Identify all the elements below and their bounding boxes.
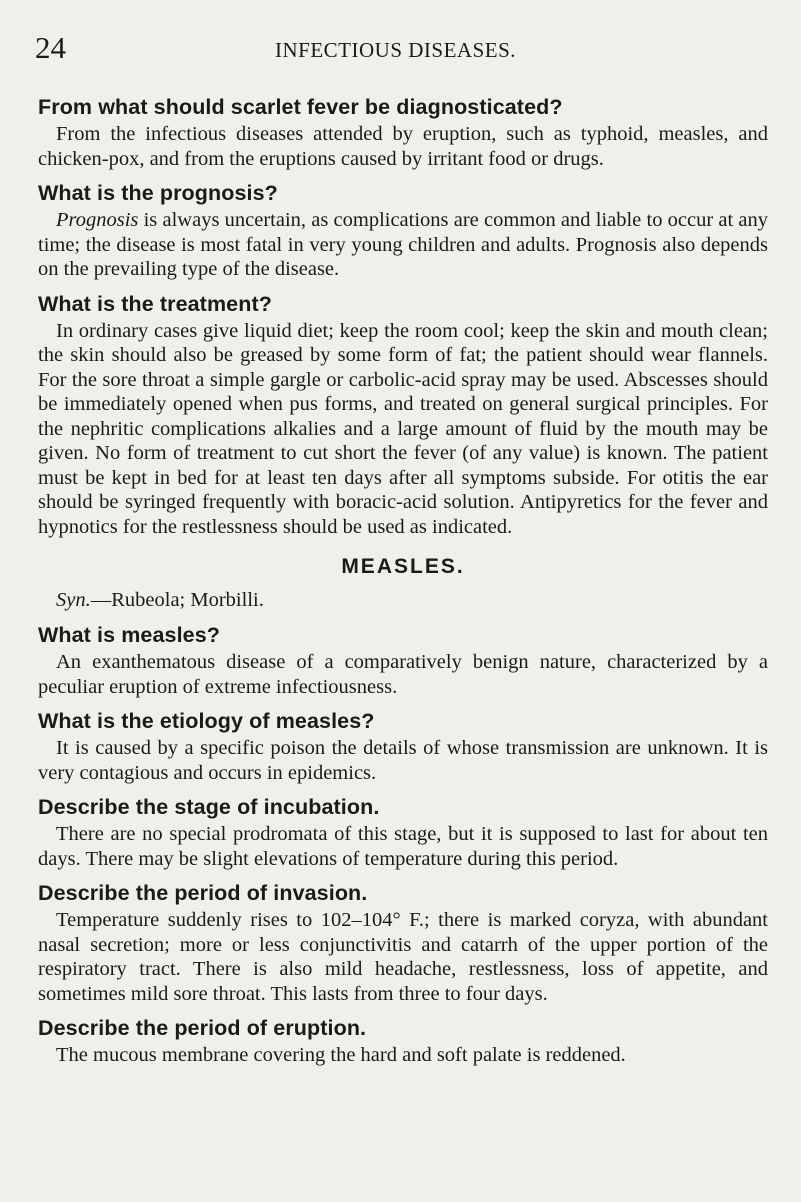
running-title: INFECTIOUS DISEASES. — [275, 38, 517, 62]
question-heading: Describe the period of invasion. — [38, 881, 368, 905]
synonyms-line — [38, 587, 768, 613]
question-heading: Describe the stage of incubation. — [38, 795, 380, 819]
synonym-text: —Rubeola; Morbilli. — [90, 589, 264, 611]
italic-lead-word: Prognosis — [56, 209, 139, 231]
answer-paragraph: There are no special prodromata of this stage, but it is supposed to last for about ten days. There may be slight elevations of temperature during this period. — [38, 823, 768, 870]
answer-paragraph: The mucous membrane covering the hard and soft palate is reddened. — [56, 1044, 626, 1066]
question-heading: Describe the period of eruption. — [38, 1016, 367, 1040]
answer-paragraph: In ordinary cases give liquid diet; keep the room cool; keep the skin and mouth clean; the skin should also be greased by some form of fat; the patient should wear flannels. For the sore throat a simple gargle or carbolic-acid spray may be used. Abscesses should be immediately opened when pus forms, and treated on general surgical principles. For the nephritic complications alkalies and a large amount of fluid by the mouth may be given. No form of treatment to cut short the fever (of any value) is known. The patient must be kept in bed for at least ten days after all symptoms subside. For otitis the ear should be syringed frequently with boracic-acid solution. Antipyretics for the fever and hypnotics for the restlessness should be used as indicated. — [38, 319, 768, 538]
answer-text: is always uncertain, as complications are common and liable to occur at any time; the disease is most fatal in very young children and adults. Prognosis also depends on the prevailing type of the disease. — [38, 209, 768, 280]
answer-paragraph: From the infectious diseases attended by eruption, such as typhoid, measles, and chicken-pox, and from the eruptions caused by irritant food or drugs. — [38, 123, 768, 170]
question-heading: What is the etiology of measles? — [38, 709, 375, 733]
synonym-label: Syn. — [56, 589, 91, 611]
section-title: MEASLES. — [341, 555, 465, 578]
question-heading: What is measles? — [38, 623, 221, 647]
answer-paragraph — [38, 208, 768, 282]
question-heading: What is the treatment? — [38, 291, 272, 316]
running-head — [35, 30, 771, 66]
page-number: 24 — [35, 30, 66, 65]
page-body — [38, 93, 768, 1076]
question-heading: What is the prognosis? — [38, 181, 278, 205]
question-heading: From what should scarlet fever be diagnosticated? — [38, 95, 563, 119]
answer-paragraph: It is caused by a specific poison the details of whose transmission are unknown. It is very contagious and occurs in epidemics. — [38, 737, 768, 784]
answer-paragraph: An exanthematous disease of a comparatively benign nature, characterized by a peculiar eruption of extreme infectiousness. — [38, 651, 768, 698]
answer-paragraph: Temperature suddenly rises to 102–104° F.; there is marked coryza, with abundant nasal secretion; more or less conjunctivitis and catarrh of the upper portion of the respiratory tract. There is also mild headache, restlessness, loss of appetite, and sometimes mild sore throat. This lasts from three to four days. — [38, 909, 768, 1005]
